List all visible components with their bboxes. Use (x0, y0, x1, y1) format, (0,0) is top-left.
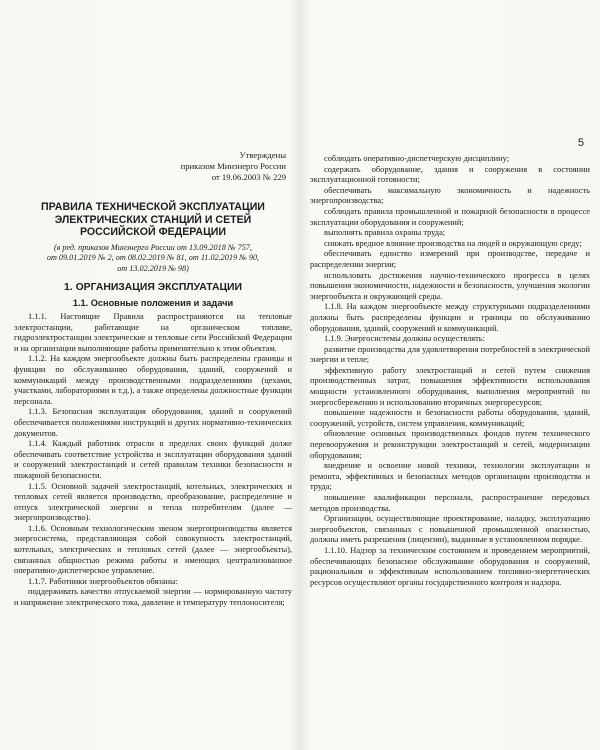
edition-note (14, 243, 292, 274)
edition-line: от 09.01.2019 № 2, от 08.02.2019 № 81, от 11.02.2019 № 90, (46, 253, 260, 263)
paragraph: повышение надежности и безопасности работы оборудования, зданий, сооружений, устройств, систем управления, коммуникаций; (310, 408, 590, 428)
paragraph: повышение квалификации персонала, распространение передовых методов производства. (310, 493, 590, 513)
document-title (14, 201, 292, 239)
paragraph: эффективную работу электростанций и сетей путем снижения производственных затрат, повышения эффективности использования мощности установленного оборудования, выполнения мероприятий по энергосбережению и использованию вторичных энергоресурсов; (310, 365, 590, 407)
paragraph: 1.1.2. На каждом энергообъекте должны быть распределены границы и функции по обслуживанию оборудования, зданий, сооружений и коммуникаций между производственными подразделениями (цехами, участками, лабораториями и т.д.), а также определены должностные функции персонала. (14, 354, 292, 406)
paragraph: снижать вредное влияние производства на людей и окружающую среду; (324, 238, 582, 248)
paragraph: соблюдать правила промышленной и пожарной безопасности в процессе эксплуатации оборудования и сооружений; (310, 206, 590, 227)
subsection-heading: 1.1. Основные положения и задачи (72, 298, 234, 308)
paragraph: 1.1.9. Энергосистемы должны осуществлять: (324, 334, 485, 344)
approval-line: от 19.06.2003 № 229 (211, 172, 286, 182)
paragraph: 1.1.10. Надзор за техническим состоянием и проведением мероприятий, обеспечивающих безопасное обслуживание оборудования и сооружений, рациональным и эффективным использованием топливно-энергетических ресурсов осуществляют органы государственного контроля и надзора. (310, 545, 590, 587)
right-page (302, 0, 600, 750)
paragraph: 1.1.5. Основной задачей электростанций, котельных, электрических и тепловых сетей является производство, преобразование, распределение и отпуск электрической энергии и тепла потребителям (далее — энергопроизводство). (14, 481, 292, 523)
section-heading: 1. ОРГАНИЗАЦИЯ ЭКСПЛУАТАЦИИ (64, 282, 242, 293)
title-line: ЭЛЕКТРИЧЕСКИХ СТАНЦИЙ И СЕТЕЙ (54, 213, 252, 226)
paragraph: 1.1.4. Каждый работник отрасли в пределах своих функций долже обеспечивать соответствие устройства и эксплуатации оборудования зданий и сооружений электростанций и сетей правилам техники безопасности и пожарной безопасности. (14, 439, 292, 480)
paragraph: соблюдать оперативно-диспетчерскую дисциплину; (324, 154, 510, 163)
paragraph: 1.1.3. Безопасная эксплуатация оборудования, зданий и сооружений обеспечивается положениями инструкций и других нормативно-технических документов. (14, 407, 292, 438)
approval-line: приказом Минэнерго России (180, 161, 286, 171)
paragraph: обновление основных производственных фондов путем технического перевооружения и реконструкции электростанций и сетей, модернизации оборудования; (310, 429, 590, 460)
paragraph: обеспечивать максимальную экономичность и надежность энергопроизводства; (310, 185, 590, 206)
paragraph: поддерживать качество отпускаемой энергии — нормированную частоту и напряжение электрического тока, давление и температуру теплоносителя; (14, 587, 292, 608)
edition-line: от 13.02.2019 № 98) (117, 263, 189, 273)
approval-line: Утверждены (239, 150, 286, 160)
paragraph: развитие производства для удовлетворения потребностей в электрической энергии и тепле; (310, 344, 590, 365)
paragraph: 1.1.7. Работники энергообъектов обязаны: (28, 576, 178, 586)
paragraph: 1.1.8. На каждом энергообъекте между структурными подразделениями должны быть распределены функции и границы по обслуживанию оборудования, зданий, сооружений и коммуникаций. (310, 302, 590, 333)
title-line: ПРАВИЛА ТЕХНИЧЕСКОЙ ЭКСПЛУАТАЦИИ (41, 201, 265, 213)
paragraph: выполнять правила охраны труда; (324, 228, 446, 238)
paragraph: 1.1.1. Настоящие Правила распространяются на тепловые электростанции, работающие на органическом топливе, гидроэлектростанции электрические и тепловые сети Российской Федерации и на организации выполняющие работы применительно к этим объектам. (14, 312, 292, 353)
paragraph: содержать оборудование, здания и сооружения в состоянии эксплуатационной готовности; (310, 164, 590, 185)
paragraph: 1.1.6. Основным технологическим звеном энергопроизводства является энергосистема, представляющая собой совокупность электростанций, котельных, электрических и тепловых сетей (далее — энергообъекты), связанных общностью режима работы и имеющих централизованное оперативно-диспетчерское управление. (14, 523, 292, 576)
paragraph: использовать достижения научно-технического прогресса в целях повышения экономичности, надежности и безопасности, улучшения экологии энергообъекта и окружающей среды. (310, 270, 590, 301)
paragraph: обеспечивать единство измерений при производстве, передаче и распределении энергии; (310, 249, 590, 269)
approval-note (14, 150, 286, 183)
edition-line: (в ред. приказов Минэнерго России от 13.09.2018 № 757, (54, 242, 252, 252)
page-number: 5 (577, 137, 584, 149)
title-line: РОССИЙСКОЙ ФЕДЕРАЦИИ (79, 226, 227, 239)
paragraph: Организации, осуществляющие проектирование, наладку, эксплуатацию энергообъектов, связанных с повышенной промышленной опасностью, должны иметь разрешения (лицензии), выданные в установленном порядке. (310, 514, 590, 545)
paragraph: внедрение и освоение новой техники, технологии эксплуатации и ремонта, эффективных и безопасных методов организации производства и труда; (310, 461, 590, 492)
